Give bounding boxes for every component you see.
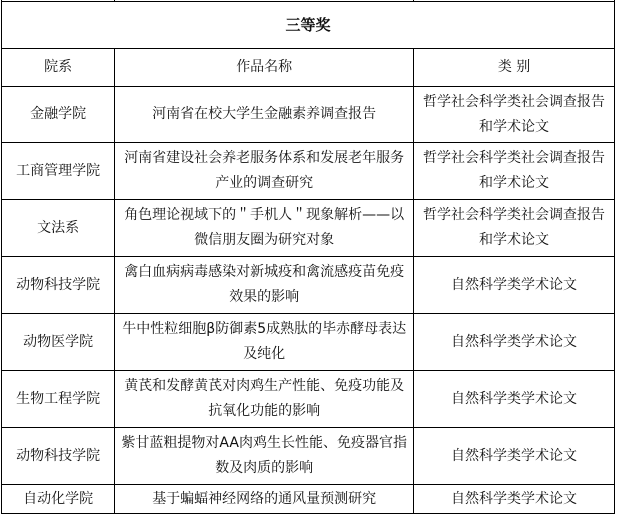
header-dept: 院系 — [2, 49, 115, 87]
section-title: 三等奖 — [2, 2, 615, 49]
table-row — [2, 314, 615, 371]
dept-cell: 动物科技学院 — [2, 428, 115, 485]
category-cell: 哲学社会科学类社会调查报告和学术论文 — [414, 87, 615, 143]
category-cell: 哲学社会科学类社会调查报告和学术论文 — [414, 143, 615, 200]
dept-cell: 金融学院 — [2, 87, 115, 143]
table-row — [2, 371, 615, 428]
table-row — [2, 428, 615, 485]
category-cell: 自然科学类学术论文 — [414, 314, 615, 371]
category-cell: 自然科学类学术论文 — [414, 428, 615, 485]
header-row — [2, 49, 615, 87]
table-row — [2, 143, 615, 200]
category-cell: 哲学社会科学类社会调查报告和学术论文 — [414, 200, 615, 257]
category-cell: 自然科学类学术论文 — [414, 485, 615, 514]
work-cell: 河南省在校大学生金融素养调查报告 — [115, 87, 414, 143]
dept-cell: 文法系 — [2, 200, 115, 257]
category-cell: 自然科学类学术论文 — [414, 257, 615, 314]
table-row — [2, 485, 615, 514]
table-row — [2, 257, 615, 314]
awards-table — [1, 0, 615, 514]
table-row — [2, 200, 615, 257]
dept-cell: 工商管理学院 — [2, 143, 115, 200]
category-cell: 自然科学类学术论文 — [414, 371, 615, 428]
dept-cell: 生物工程学院 — [2, 371, 115, 428]
table-row — [2, 87, 615, 143]
header-category: 类 别 — [414, 49, 615, 87]
dept-cell: 动物科技学院 — [2, 257, 115, 314]
work-cell: 基于蝙蝠神经网络的通风量预测研究 — [115, 485, 414, 514]
work-cell: 角色理论视域下的＂手机人＂现象解析——以微信朋友圈为研究对象 — [115, 200, 414, 257]
work-cell: 牛中性粒细胞β防御素5成熟肽的毕赤酵母表达及纯化 — [115, 314, 414, 371]
work-cell: 河南省建设社会养老服务体系和发展老年服务产业的调查研究 — [115, 143, 414, 200]
dept-cell: 动物医学院 — [2, 314, 115, 371]
work-cell: 紫甘蓝粗提物对AA肉鸡生长性能、免疫器官指数及肉质的影响 — [115, 428, 414, 485]
section-title-row — [2, 2, 615, 49]
header-work: 作品名称 — [115, 49, 414, 87]
work-cell: 禽白血病病毒感染对新城疫和禽流感疫苗免疫效果的影响 — [115, 257, 414, 314]
dept-cell: 自动化学院 — [2, 485, 115, 514]
work-cell: 黄芪和发酵黄芪对肉鸡生产性能、免疫功能及抗氧化功能的影响 — [115, 371, 414, 428]
